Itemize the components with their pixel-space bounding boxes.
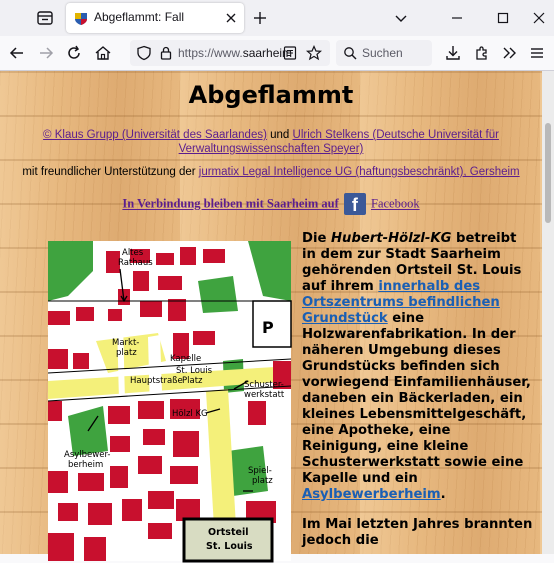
page-title: Abgeflammt	[188, 81, 354, 109]
map-label-asyl-1: Asylbewer-	[64, 450, 111, 460]
url-bar[interactable]	[130, 40, 330, 66]
support-text: mit freundlicher Unterstützung der	[22, 166, 199, 178]
tab-overview-icon[interactable]	[36, 9, 54, 27]
page-content	[0, 71, 542, 554]
list-all-tabs-icon[interactable]	[392, 9, 410, 27]
map-label-markt-2: platz	[116, 348, 137, 358]
map-box-ortsteil: Ortsteil	[208, 527, 249, 538]
more-tools-icon[interactable]	[500, 44, 518, 62]
facebook-logo-icon[interactable]: f	[344, 193, 366, 215]
grundstueck-link[interactable]: innerhalb des Ortszentrums befindlichen Grundstück	[302, 279, 500, 326]
article-period: .	[440, 487, 446, 502]
url-text[interactable]	[178, 46, 293, 60]
map-label-rathaus-1: Altes	[122, 248, 144, 258]
url-domain: saarheim	[242, 46, 293, 60]
url-prefix: https://www.	[178, 46, 243, 60]
map-label-stlouis-1: St. Louis	[176, 366, 213, 376]
search-bar[interactable]	[336, 40, 432, 66]
new-tab-icon[interactable]	[252, 10, 268, 26]
home-icon[interactable]	[94, 44, 112, 62]
search-placeholder: Suchen	[362, 46, 403, 60]
facebook-row	[0, 193, 542, 219]
minimize-icon[interactable]	[448, 9, 466, 27]
reader-view-icon[interactable]	[282, 45, 298, 61]
facebook-link[interactable]: Facebook	[371, 196, 420, 211]
page-scrollbar[interactable]	[542, 71, 554, 554]
company-name: Hubert-Hölzl-KG	[331, 231, 452, 246]
support-line	[0, 166, 542, 178]
search-icon	[343, 46, 357, 60]
maximize-icon[interactable]	[494, 9, 512, 27]
lock-icon[interactable]	[158, 45, 174, 61]
article-paragraph-1	[302, 231, 534, 503]
downloads-icon[interactable]	[444, 44, 462, 62]
article-paragraph-2: Im Mai letzten Jahres brannten jedoch die	[302, 517, 533, 548]
tab-bar	[0, 0, 554, 36]
scrollbar-thumb[interactable]	[545, 123, 551, 223]
article-die: Die	[302, 231, 332, 246]
map-label-schuster-2: werkstatt	[244, 390, 285, 400]
extensions-icon[interactable]	[473, 44, 491, 62]
map-label-kapelle: Kapelle	[170, 354, 202, 364]
map-label-stlouis-2: Platz	[182, 376, 203, 386]
jurmatix-link[interactable]: jurmatix Legal Intelligence UG (haftungsbeschränkt), Gersheim	[198, 166, 520, 178]
map-box-stlouis: St. Louis	[206, 541, 253, 552]
map-label-markt-1: Markt-	[112, 338, 140, 348]
map-label-hoelzl: Hölzl KG	[172, 409, 208, 419]
map-label-hauptstrasse: Hauptstraße	[130, 376, 183, 386]
author-grupp-link[interactable]: © Klaus Grupp (Universität des Saarlandes)	[43, 129, 267, 141]
asylbewerberheim-link[interactable]: Asylbewerberheim	[302, 487, 441, 502]
close-window-icon[interactable]	[530, 9, 548, 27]
stay-connected-link[interactable]: In Verbindung bleiben mit Saarheim auf	[122, 196, 339, 211]
tab-title: Abgeflammt: Fall	[94, 10, 185, 24]
bookmark-star-icon[interactable]	[306, 45, 322, 61]
navigation-toolbar	[0, 36, 554, 71]
close-tab-icon[interactable]	[224, 11, 238, 25]
map-green-patch	[198, 276, 238, 313]
author-stelkens-link[interactable]: Ulrich Stelkens (Deutsche Universität für Verwaltungswissenschaften Speyer)	[178, 129, 499, 155]
map-label-schuster-1: Schuster-	[244, 380, 284, 390]
active-tab[interactable]	[66, 3, 244, 33]
authors-line	[20, 128, 522, 156]
back-icon[interactable]	[8, 44, 26, 62]
menu-icon[interactable]	[528, 44, 546, 62]
map-label-rathaus-2: Rathaus	[118, 258, 153, 268]
article-text-b: eine Holzwarenfabrikation. In der näheren Umgebung dieses Grundstücks befinden sich vorwiegend Einfamilienhäuser, daneben ein Bäckerladen, ein kleines Lebensmittelgeschäft, eine Apotheke, eine Reinigung, eine kleine Schusterwerkstatt sowie eine Kapelle und ein	[302, 311, 531, 486]
and-text: und	[266, 129, 293, 141]
saarheim-favicon-icon	[74, 11, 88, 25]
reload-icon[interactable]	[65, 44, 83, 62]
site-map-image	[48, 241, 291, 561]
shield-icon[interactable]	[136, 45, 152, 61]
map-label-parking: P	[262, 318, 274, 337]
map-label-spiel-1: Spiel-	[248, 466, 272, 476]
map-label-spiel-2: platz	[252, 476, 273, 486]
forward-icon[interactable]	[37, 44, 55, 62]
map-label-asyl-2: berheim	[68, 460, 104, 470]
article-text-a: betreibt in dem zur Stadt Saarheim gehörenden Ortsteil St. Louis auf ihrem	[302, 231, 522, 294]
article-text	[302, 231, 534, 563]
